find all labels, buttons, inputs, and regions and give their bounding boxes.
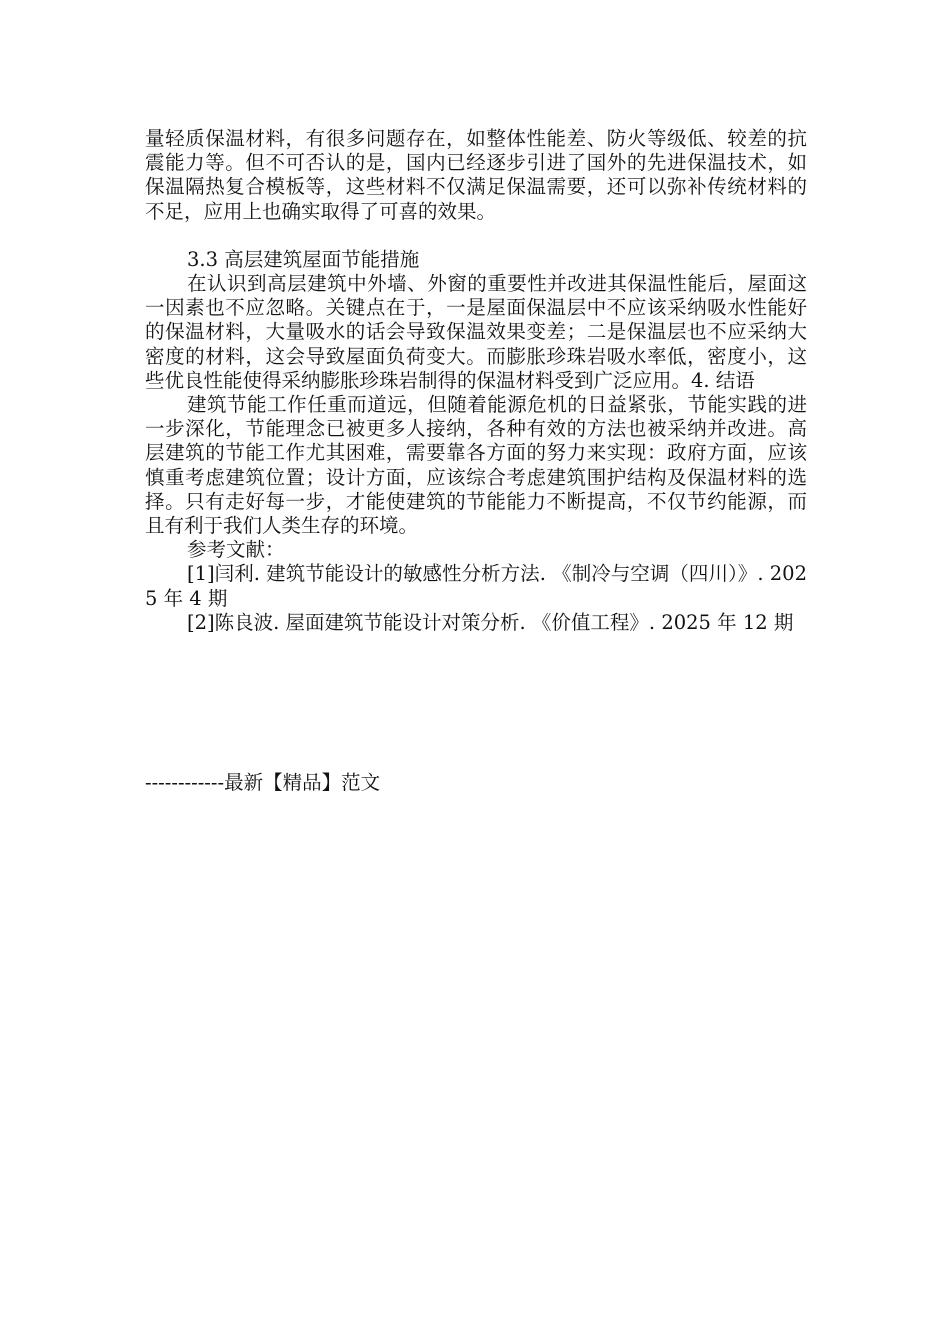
paragraph-insulation-materials: 量轻质保温材料，有很多问题存在，如整体性能差、防火等级低、较差的抗震能力等。但不可否认的是，国内已经逐步引进了国外的先进保温技术，如保温隔热复合模板等，这些材料不仅满足保温需要，还可以弥补传统材料的不足，应用上也确实取得了可喜的效果。 — [145, 127, 807, 223]
section-heading-roof-energy-saving: 3.3 高层建筑屋面节能措施 — [187, 247, 420, 271]
references-heading: 参考文献： — [187, 538, 285, 562]
paragraph-spacer — [145, 224, 807, 248]
footer-label: ------------最新【精品】范文 — [145, 771, 381, 794]
paragraph-conclusion: 建筑节能工作任重而道远，但随着能源危机的日益紧张，节能实践的进一步深化，节能理念已被更多人接纳，各种有效的方法也被采纳并改进。高层建筑的节能工作尤其困难，需要靠各方面的努力来实现：政府方面，应该慎重考虑建筑位置；设计方面，应该综合考虑建筑围护结构及保温材料的选择。只有走好每一步，才能使建筑的节能能力不断提高，不仅节约能源，而且有利于我们人类生存的环境。 — [145, 393, 807, 538]
reference-item-1: [1]闫利. 建筑节能设计的敏感性分析方法. 《制冷与空调（四川）》. 2025 年 4 期 — [145, 562, 807, 610]
reference-item-2: [2]陈良波. 屋面建筑节能设计对策分析. 《价值工程》. 2025 年 12 期 — [187, 610, 794, 634]
paragraph-roof-measures: 在认识到高层建筑中外墙、外窗的重要性并改进其保温性能后，屋面这一因素也不应忽略。关键点在于，一是屋面保温层中不应该采纳吸水性能好的保温材料，大量吸水的话会导致保温效果变差；二是保温层也不应采纳大密度的材料，这会导致屋面负荷变大。而膨胀珍珠岩吸水率低，密度小，这些优良性能使得采纳膨胀珍珠岩制得的保温材料受到广泛应用。4. 结语 — [145, 272, 807, 392]
document-body — [145, 127, 807, 635]
